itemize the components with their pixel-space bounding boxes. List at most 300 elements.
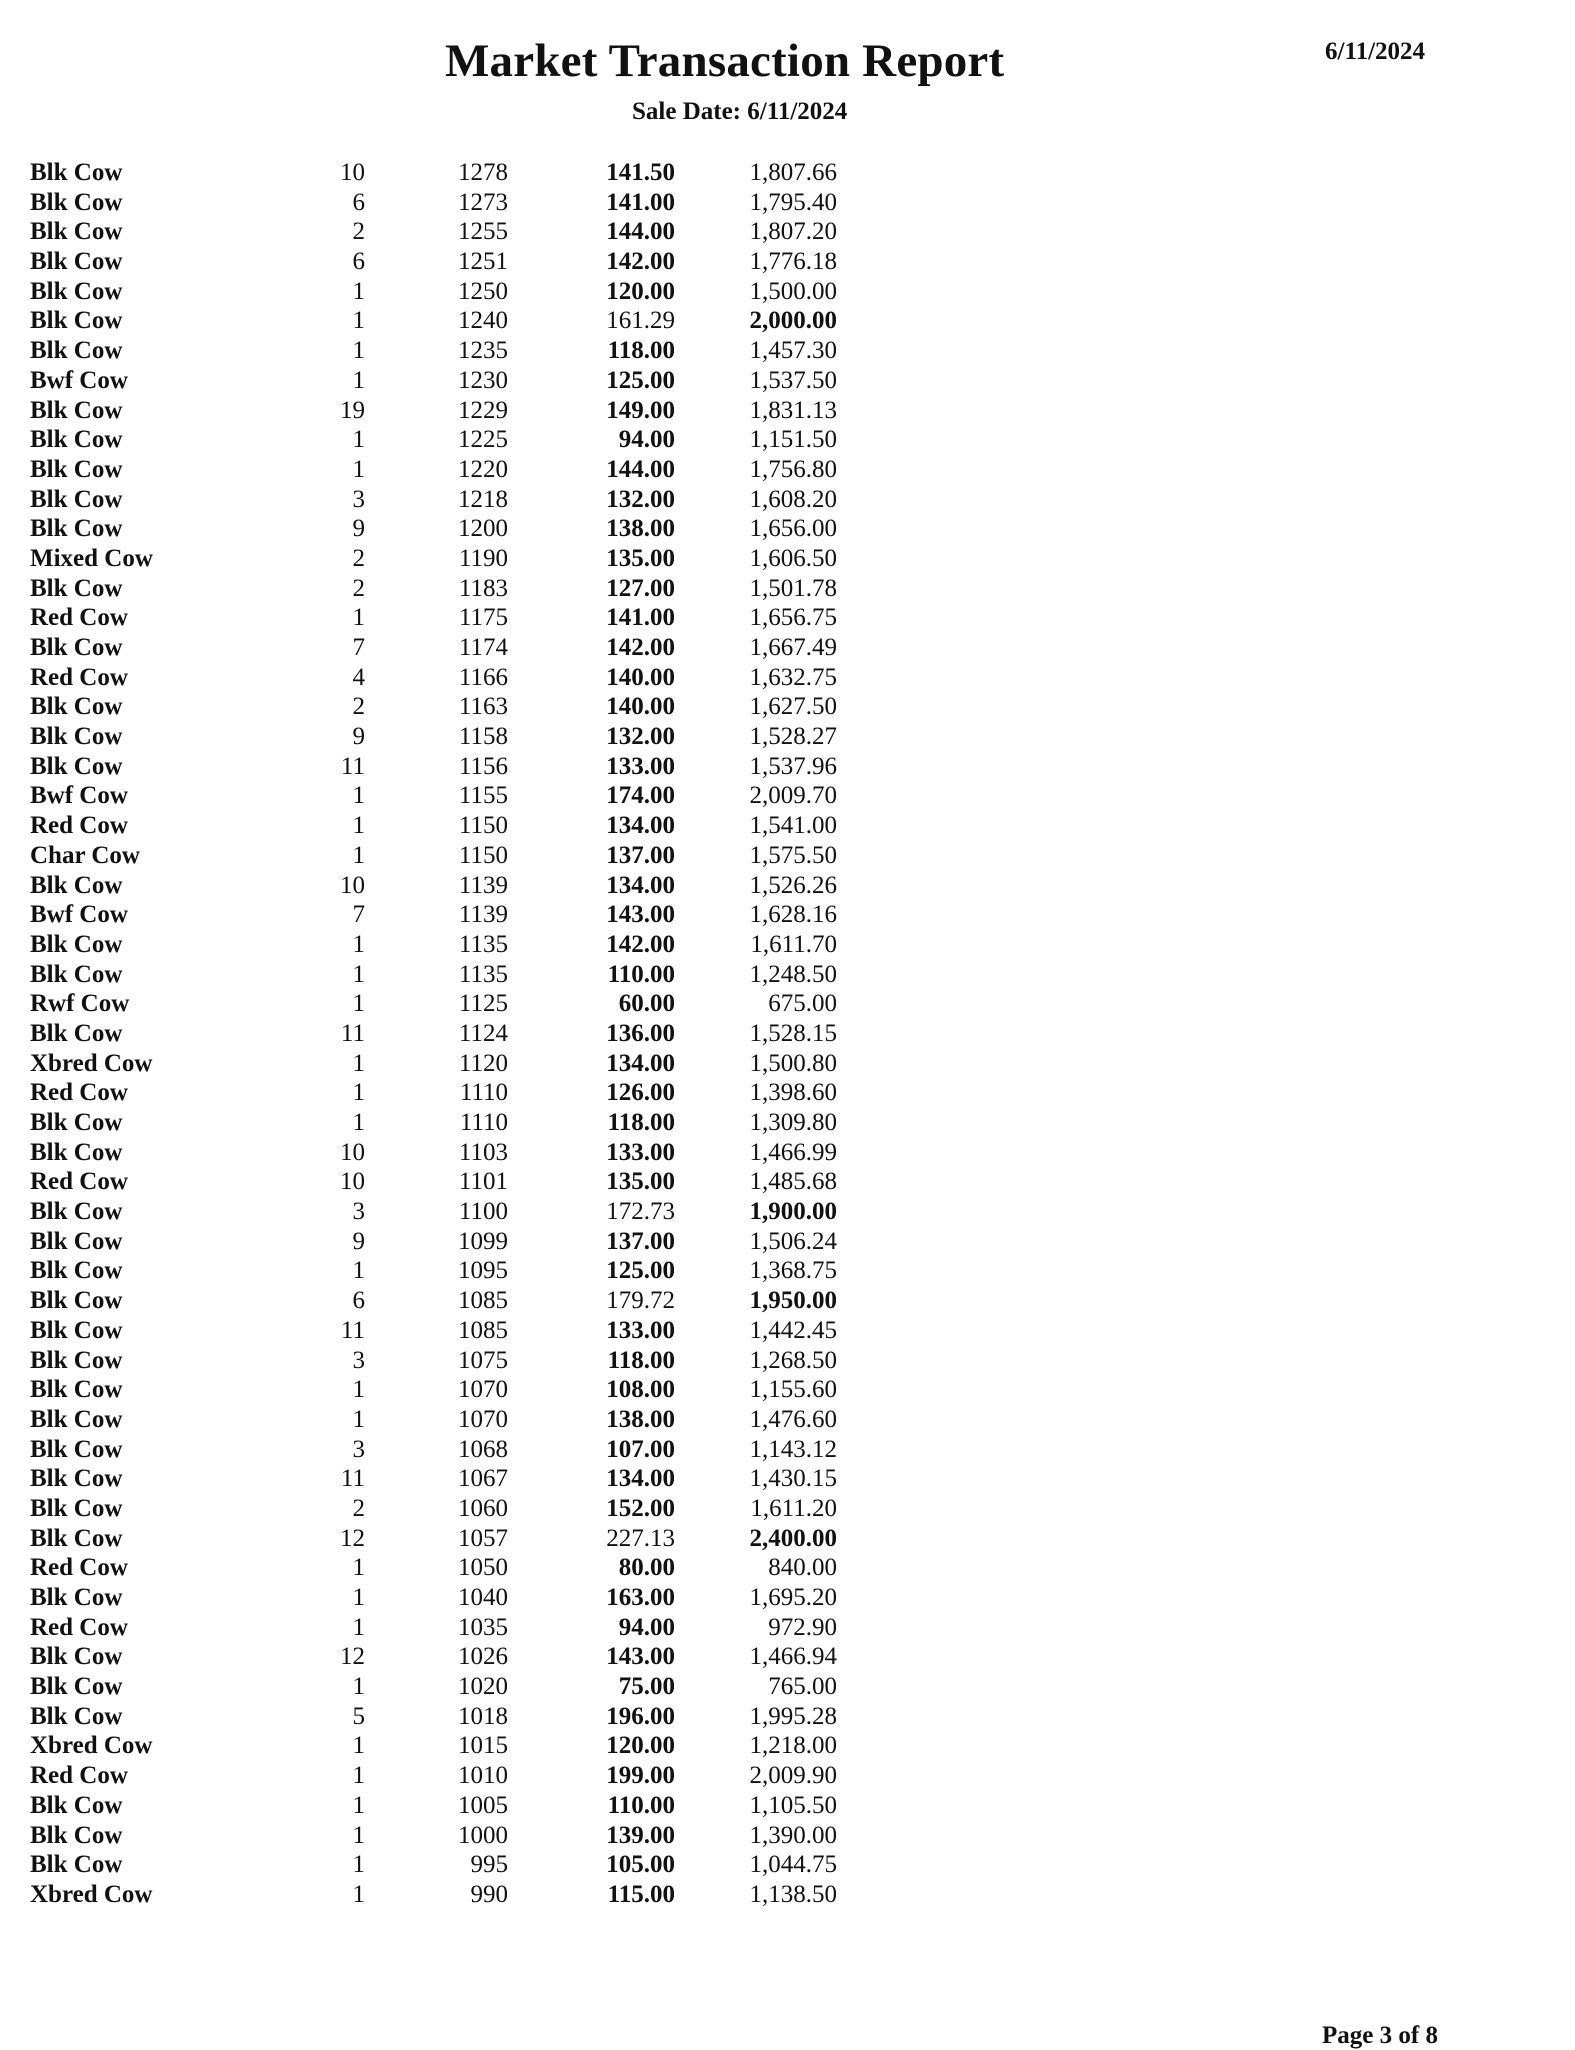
table-row: [0, 1138, 900, 1168]
row-description: Blk Cow: [30, 871, 123, 899]
row-price: 133.00: [606, 1138, 675, 1166]
row-price: 127.00: [606, 574, 675, 602]
row-total: 1,457.30: [749, 337, 837, 365]
row-price: 135.00: [606, 1168, 675, 1196]
row-total: 1,268.50: [749, 1346, 837, 1374]
row-head-count: 2: [352, 693, 365, 721]
row-total: 1,466.94: [749, 1643, 837, 1671]
table-row: [0, 989, 900, 1019]
row-price: 149.00: [606, 396, 675, 424]
table-row: [0, 811, 900, 841]
table-row: [0, 188, 900, 218]
row-price: 115.00: [607, 1880, 675, 1908]
row-description: Rwf Cow: [30, 990, 130, 1018]
row-total: 1,807.66: [749, 159, 837, 186]
row-head-count: 10: [340, 159, 365, 186]
row-head-count: 1: [352, 1109, 365, 1136]
row-total: 1,442.45: [749, 1316, 837, 1344]
row-weight: 1068: [458, 1435, 508, 1463]
row-head-count: 1: [352, 930, 365, 958]
table-row: [0, 574, 900, 604]
row-description: Xbred Cow: [30, 1049, 153, 1077]
table-row: [0, 1464, 900, 1494]
row-price: 126.00: [606, 1079, 675, 1107]
row-weight: 990: [470, 1880, 508, 1908]
row-description: Xbred Cow: [30, 1732, 153, 1760]
row-total: 1,950.00: [749, 1287, 837, 1315]
row-head-count: 1: [352, 1732, 365, 1760]
row-total: 1,695.20: [749, 1584, 837, 1611]
table-row: [0, 1613, 900, 1643]
row-description: Blk Cow: [30, 188, 123, 216]
row-weight: 995: [470, 1851, 508, 1879]
row-weight: 1278: [458, 159, 508, 186]
row-total: 1,368.75: [749, 1257, 837, 1285]
row-price: 163.00: [606, 1584, 675, 1611]
row-head-count: 6: [352, 248, 365, 276]
row-price: 136.00: [606, 1019, 675, 1047]
row-weight: 1040: [458, 1584, 508, 1611]
row-price: 227.13: [606, 1524, 675, 1552]
row-price: 137.00: [606, 1227, 675, 1255]
row-head-count: 10: [340, 1138, 365, 1166]
row-price: 94.00: [618, 1613, 675, 1641]
transaction-list: [0, 158, 900, 1910]
table-row: [0, 247, 900, 277]
table-row: [0, 841, 900, 871]
row-weight: 1057: [458, 1524, 508, 1552]
row-description: Blk Cow: [30, 1346, 123, 1374]
row-price: 60.00: [618, 990, 675, 1018]
row-head-count: 1: [352, 990, 365, 1018]
row-description: Blk Cow: [30, 485, 123, 513]
row-description: Blk Cow: [30, 1702, 123, 1730]
row-head-count: 11: [340, 1465, 365, 1493]
row-price: 138.00: [606, 1405, 675, 1433]
row-description: Blk Cow: [30, 248, 123, 276]
row-head-count: 12: [340, 1524, 365, 1552]
table-row: [0, 1642, 900, 1672]
row-price: 134.00: [606, 812, 675, 840]
row-price: 140.00: [606, 663, 675, 691]
row-price: 199.00: [606, 1762, 675, 1790]
row-description: Blk Cow: [30, 1019, 123, 1047]
row-head-count: 1: [352, 1821, 365, 1849]
row-price: 196.00: [606, 1702, 675, 1730]
row-total: 1,485.68: [749, 1168, 837, 1196]
row-total: 1,105.50: [749, 1791, 837, 1819]
table-row: [0, 425, 900, 455]
row-price: 138.00: [606, 515, 675, 543]
table-row: [0, 930, 900, 960]
table-row: [0, 514, 900, 544]
row-head-count: 11: [340, 1019, 365, 1047]
row-price: 110.00: [607, 960, 675, 988]
row-total: 1,756.80: [749, 455, 837, 483]
row-price: 142.00: [606, 634, 675, 661]
row-price: 108.00: [606, 1376, 675, 1404]
row-weight: 1135: [458, 960, 508, 988]
table-row: [0, 1346, 900, 1376]
row-weight: 1070: [458, 1405, 508, 1433]
row-description: Blk Cow: [30, 455, 123, 483]
row-description: Blk Cow: [30, 1227, 123, 1255]
table-row: [0, 306, 900, 336]
table-row: [0, 1672, 900, 1702]
row-weight: 1174: [458, 634, 508, 661]
row-price: 144.00: [606, 218, 675, 246]
row-weight: 1235: [458, 337, 508, 365]
report-date: 6/11/2024: [1325, 38, 1426, 65]
row-weight: 1220: [458, 455, 508, 483]
table-row: [0, 336, 900, 366]
row-price: 143.00: [606, 901, 675, 929]
row-weight: 1135: [458, 930, 508, 958]
row-weight: 1139: [458, 901, 508, 929]
table-row: [0, 1019, 900, 1049]
table-row: [0, 1078, 900, 1108]
row-price: 134.00: [606, 871, 675, 899]
row-price: 142.00: [606, 930, 675, 958]
row-total: 1,526.26: [749, 871, 837, 899]
row-price: 107.00: [606, 1435, 675, 1463]
row-weight: 1020: [458, 1673, 508, 1701]
row-description: Blk Cow: [30, 1138, 123, 1166]
row-head-count: 2: [352, 574, 365, 602]
sale-date: [632, 98, 847, 126]
row-weight: 1085: [458, 1316, 508, 1344]
table-row: [0, 663, 900, 693]
row-head-count: 11: [340, 1316, 365, 1344]
row-description: Red Cow: [30, 604, 128, 632]
row-total: 2,000.00: [749, 307, 837, 335]
table-row: [0, 603, 900, 633]
row-head-count: 1: [352, 1049, 365, 1077]
row-head-count: 1: [352, 1851, 365, 1879]
row-description: Blk Cow: [30, 1405, 123, 1433]
row-price: 152.00: [606, 1494, 675, 1522]
row-head-count: 1: [352, 812, 365, 840]
row-head-count: 1: [352, 1554, 365, 1582]
row-description: Red Cow: [30, 1168, 128, 1196]
row-description: Blk Cow: [30, 1851, 123, 1879]
row-price: 161.29: [606, 307, 675, 335]
row-description: Blk Cow: [30, 1821, 123, 1849]
row-total: 1,537.96: [749, 752, 837, 780]
row-price: 80.00: [618, 1554, 675, 1582]
table-row: [0, 960, 900, 990]
row-total: 1,656.75: [749, 604, 837, 632]
row-price: 118.00: [607, 1109, 675, 1136]
row-head-count: 9: [352, 515, 365, 543]
row-price: 75.00: [618, 1673, 675, 1701]
row-weight: 1158: [458, 723, 508, 751]
table-row: [0, 1731, 900, 1761]
table-row: [0, 1880, 900, 1910]
row-total: 840.00: [768, 1554, 837, 1582]
row-head-count: 1: [352, 307, 365, 335]
row-head-count: 1: [352, 426, 365, 454]
row-total: 1,627.50: [749, 693, 837, 721]
row-weight: 1070: [458, 1376, 508, 1404]
row-total: 1,606.50: [749, 544, 837, 572]
row-head-count: 1: [352, 782, 365, 810]
row-head-count: 1: [352, 1613, 365, 1641]
table-row: [0, 722, 900, 752]
table-row: [0, 1405, 900, 1435]
table-row: [0, 485, 900, 515]
row-description: Blk Cow: [30, 1584, 123, 1611]
row-description: Blk Cow: [30, 277, 123, 305]
row-head-count: 11: [340, 752, 365, 780]
row-price: 141.00: [606, 604, 675, 632]
row-weight: 1018: [458, 1702, 508, 1730]
row-weight: 1026: [458, 1643, 508, 1671]
row-weight: 1150: [458, 812, 508, 840]
row-description: Blk Cow: [30, 1376, 123, 1404]
table-row: [0, 217, 900, 247]
table-row: [0, 1049, 900, 1079]
table-row: [0, 1821, 900, 1851]
row-total: 1,500.00: [749, 277, 837, 305]
row-price: 137.00: [606, 841, 675, 869]
row-head-count: 1: [352, 1791, 365, 1819]
table-row: [0, 158, 900, 188]
row-description: Blk Cow: [30, 515, 123, 543]
row-head-count: 9: [352, 1227, 365, 1255]
table-row: [0, 396, 900, 426]
row-weight: 1175: [458, 604, 508, 632]
row-weight: 1067: [458, 1465, 508, 1493]
row-total: 1,537.50: [749, 366, 837, 394]
row-total: 1,900.00: [749, 1198, 837, 1226]
row-weight: 1150: [458, 841, 508, 869]
row-head-count: 1: [352, 841, 365, 869]
row-price: 134.00: [606, 1049, 675, 1077]
row-total: 1,248.50: [749, 960, 837, 988]
row-price: 120.00: [606, 277, 675, 305]
row-total: 1,628.16: [749, 901, 837, 929]
row-description: Blk Cow: [30, 1673, 123, 1701]
row-head-count: 1: [352, 1584, 365, 1611]
row-weight: 1250: [458, 277, 508, 305]
row-total: 1,611.70: [750, 930, 837, 958]
row-total: 1,528.27: [749, 723, 837, 751]
row-price: 142.00: [606, 248, 675, 276]
row-description: Char Cow: [30, 841, 140, 869]
row-price: 143.00: [606, 1643, 675, 1671]
row-total: 2,009.70: [749, 782, 837, 810]
row-head-count: 5: [352, 1702, 365, 1730]
row-description: Red Cow: [30, 1079, 128, 1107]
row-total: 1,218.00: [749, 1732, 837, 1760]
row-weight: 1103: [458, 1138, 508, 1166]
row-weight: 1155: [458, 782, 508, 810]
row-total: 1,476.60: [749, 1405, 837, 1433]
table-row: [0, 1553, 900, 1583]
row-description: Xbred Cow: [30, 1880, 153, 1908]
row-description: Blk Cow: [30, 634, 123, 661]
row-weight: 1075: [458, 1346, 508, 1374]
row-description: Blk Cow: [30, 426, 123, 454]
row-description: Blk Cow: [30, 1791, 123, 1819]
row-weight: 1095: [458, 1257, 508, 1285]
table-row: [0, 692, 900, 722]
row-total: 1,143.12: [749, 1435, 837, 1463]
row-weight: 1273: [458, 188, 508, 216]
row-total: 1,667.49: [749, 634, 837, 661]
row-price: 110.00: [607, 1791, 675, 1819]
row-weight: 1163: [458, 693, 508, 721]
row-total: 1,430.15: [749, 1465, 837, 1493]
row-total: 1,528.15: [749, 1019, 837, 1047]
row-head-count: 1: [352, 1880, 365, 1908]
row-head-count: 1: [352, 366, 365, 394]
row-head-count: 1: [352, 960, 365, 988]
table-row: [0, 633, 900, 663]
row-head-count: 1: [352, 1257, 365, 1285]
row-total: 765.00: [768, 1673, 837, 1701]
row-description: Blk Cow: [30, 960, 123, 988]
row-description: Blk Cow: [30, 693, 123, 721]
row-head-count: 1: [352, 1376, 365, 1404]
row-total: 972.90: [768, 1613, 837, 1641]
row-description: Red Cow: [30, 812, 128, 840]
row-description: Blk Cow: [30, 1287, 123, 1315]
row-price: 132.00: [606, 485, 675, 513]
row-head-count: 2: [352, 1494, 365, 1522]
table-row: [0, 1316, 900, 1346]
table-row: [0, 1197, 900, 1227]
row-price: 141.00: [606, 188, 675, 216]
row-weight: 1225: [458, 426, 508, 454]
row-description: Blk Cow: [30, 1198, 123, 1226]
row-total: 1,611.20: [750, 1494, 837, 1522]
row-description: Blk Cow: [30, 1465, 123, 1493]
row-weight: 1230: [458, 366, 508, 394]
row-description: Blk Cow: [30, 752, 123, 780]
sale-date-value: 6/11/2024: [747, 98, 848, 125]
row-price: 118.00: [607, 337, 675, 365]
row-total: 1,466.99: [749, 1138, 837, 1166]
table-row: [0, 455, 900, 485]
row-head-count: 1: [352, 277, 365, 305]
row-weight: 1166: [458, 663, 508, 691]
table-row: [0, 1286, 900, 1316]
table-row: [0, 1435, 900, 1465]
row-total: 1,390.00: [749, 1821, 837, 1849]
row-price: 105.00: [606, 1851, 675, 1879]
row-total: 2,009.90: [749, 1762, 837, 1790]
table-row: [0, 781, 900, 811]
row-weight: 1035: [458, 1613, 508, 1641]
row-head-count: 1: [352, 1762, 365, 1790]
row-description: Blk Cow: [30, 307, 123, 335]
row-description: Blk Cow: [30, 723, 123, 751]
row-weight: 1183: [458, 574, 508, 602]
row-price: 120.00: [606, 1732, 675, 1760]
row-head-count: 1: [352, 455, 365, 483]
table-row: [0, 1494, 900, 1524]
row-head-count: 7: [352, 634, 365, 661]
table-row: [0, 871, 900, 901]
row-head-count: 12: [340, 1643, 365, 1671]
row-total: 1,995.28: [749, 1702, 837, 1730]
row-description: Blk Cow: [30, 159, 123, 186]
row-head-count: 1: [352, 1673, 365, 1701]
row-head-count: 4: [352, 663, 365, 691]
row-total: 1,795.40: [749, 188, 837, 216]
table-row: [0, 366, 900, 396]
row-price: 179.72: [606, 1287, 675, 1315]
row-weight: 1124: [458, 1019, 508, 1047]
row-price: 118.00: [607, 1346, 675, 1374]
row-weight: 1100: [458, 1198, 508, 1226]
row-head-count: 6: [352, 1287, 365, 1315]
row-weight: 1139: [458, 871, 508, 899]
table-row: [0, 544, 900, 574]
row-total: 1,155.60: [749, 1376, 837, 1404]
row-total: 1,807.20: [749, 218, 837, 246]
row-head-count: 10: [340, 871, 365, 899]
row-price: 140.00: [606, 693, 675, 721]
row-price: 172.73: [606, 1198, 675, 1226]
row-description: Blk Cow: [30, 1435, 123, 1463]
row-description: Blk Cow: [30, 574, 123, 602]
row-weight: 1240: [458, 307, 508, 335]
row-weight: 1156: [458, 752, 508, 780]
sale-date-label: Sale Date:: [632, 98, 741, 125]
row-description: Blk Cow: [30, 1109, 123, 1136]
row-total: 1,632.75: [749, 663, 837, 691]
table-row: [0, 1850, 900, 1880]
row-total: 1,575.50: [749, 841, 837, 869]
row-weight: 1015: [458, 1732, 508, 1760]
row-description: Blk Cow: [30, 1316, 123, 1344]
row-total: 1,309.80: [749, 1109, 837, 1136]
table-row: [0, 1524, 900, 1554]
row-description: Bwf Cow: [30, 366, 128, 394]
row-weight: 1190: [458, 544, 508, 572]
row-head-count: 6: [352, 188, 365, 216]
row-weight: 1101: [458, 1168, 508, 1196]
row-head-count: 1: [352, 1079, 365, 1107]
table-row: [0, 1256, 900, 1286]
row-weight: 1060: [458, 1494, 508, 1522]
row-head-count: 3: [352, 1346, 365, 1374]
row-total: 1,506.24: [749, 1227, 837, 1255]
row-total: 1,501.78: [749, 574, 837, 602]
row-price: 125.00: [606, 366, 675, 394]
row-description: Red Cow: [30, 1554, 128, 1582]
row-total: 1,541.00: [749, 812, 837, 840]
row-weight: 1255: [458, 218, 508, 246]
row-price: 133.00: [606, 752, 675, 780]
row-total: 1,151.50: [749, 426, 837, 454]
row-description: Bwf Cow: [30, 782, 128, 810]
row-head-count: 3: [352, 1435, 365, 1463]
row-total: 1,044.75: [749, 1851, 837, 1879]
row-total: 1,776.18: [749, 248, 837, 276]
row-weight: 1200: [458, 515, 508, 543]
row-weight: 1218: [458, 485, 508, 513]
table-row: [0, 752, 900, 782]
page-title: Market Transaction Report: [445, 35, 1005, 87]
page-number: Page 3 of 8: [1322, 2022, 1438, 2049]
row-weight: 1000: [458, 1821, 508, 1849]
row-weight: 1229: [458, 396, 508, 424]
table-row: [0, 1108, 900, 1138]
